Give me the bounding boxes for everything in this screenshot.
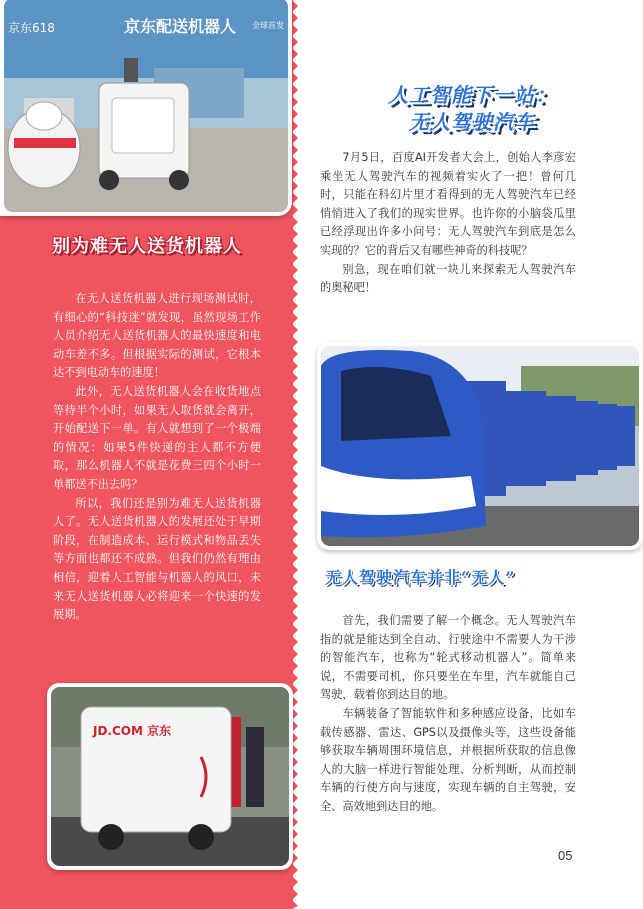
photo-autonomous-cars-image xyxy=(321,346,639,546)
intro-body xyxy=(320,149,576,298)
robot-brand-label: JD.COM 京东 xyxy=(93,724,172,738)
section-paragraph-2: 车辆装备了智能软件和多种感应设备，比如车载传感器、雷达、GPS以及摄像头等，这些设备能够获取车辆周围环境信息，并根据所获取的信息像人的大脑一样进行智能处理、分析判断，从而控制车辆的行使方向与速度，实现车辆的自主驾驶，安全、高效地到达目的地。 xyxy=(320,706,576,813)
intro-paragraph-2: 别急，现在咱们就一块儿来探索无人驾驶汽车的奥秘吧！ xyxy=(320,262,576,295)
banner-sub: 全球首发 xyxy=(252,21,284,30)
autonomous-cars-illustration xyxy=(321,346,639,546)
left-paragraph-2: 此外，无人送货机器人会在收货地点等待半个小时，如果无人取货就会离开，开始配送下一单。有人就想到了一个极端的情况：如果5件快递的主人都不方便取，那么机器人不就是花费三四个小时一单都送不出去吗？ xyxy=(53,384,261,491)
delivery-robots-illustration xyxy=(4,0,288,212)
intro-paragraph-1: 7月5日，百度AI开发者大会上，创始人李彦宏乘坐无人驾驶汽车的视频着实火了一把！曾何几时，只能在科幻片里才看得到的无人驾驶汽车已经悄悄进入了我们的现实世界。也许你的小脑袋瓜里已经浮现出许多小问号：无人驾驶汽车到底是怎么实现的？它的背后又有哪些神奇的科技呢？ xyxy=(320,151,576,257)
page-number: 05 xyxy=(558,848,573,863)
main-heading-line2: 无人驾驶汽车 xyxy=(409,110,535,134)
left-paragraph-3: 所以，我们还是别为难无人送货机器人了。无人送货机器人的发展还处于早期阶段，在制造成本、运行模式和物品丢失等方面也都还不成熟。但我们仍然有理由相信，迎着人工智能与机器人的风口，未来无人送货机器人必将迎来一个快速的发展期。 xyxy=(53,496,261,622)
zigzag-edge xyxy=(292,0,302,909)
banner-title: 京东配送机器人 xyxy=(124,17,237,36)
jd-robot-illustration xyxy=(51,687,289,866)
photo-autonomous-cars xyxy=(317,342,643,550)
section-heading: 无人驾驶汽车并非“无人” xyxy=(325,568,516,587)
photo-jd-robot xyxy=(47,683,293,870)
photo-delivery-robots xyxy=(0,0,292,216)
main-heading xyxy=(322,82,622,136)
photo-delivery-robots-image xyxy=(4,0,288,212)
section-body xyxy=(320,612,576,817)
left-heading: 别为难无人送货机器人 xyxy=(52,236,242,257)
main-heading-line1: 人工智能下一站： xyxy=(388,83,556,107)
left-body xyxy=(53,290,261,625)
photo-jd-robot-image xyxy=(51,687,289,866)
section-paragraph-1: 首先，我们需要了解一个概念。无人驾驶汽车指的就是能达到全自动、行驶途中不需要人为干涉的智能汽车，也称为“轮式移动机器人”。简单来说，不需要司机，你只要坐在车里，汽车就能自己驾驶，载着你到达目的地。 xyxy=(320,614,576,702)
banner-618: 京东618 xyxy=(8,21,55,35)
left-paragraph-1: 在无人送货机器人进行现场测试时，有细心的“科技迷”就发现，虽然现场工作人员介绍无人送货机器人的最快速度和电动车差不多。但根据实际的测试，它根本达不到电动车的速度！ xyxy=(53,292,261,380)
